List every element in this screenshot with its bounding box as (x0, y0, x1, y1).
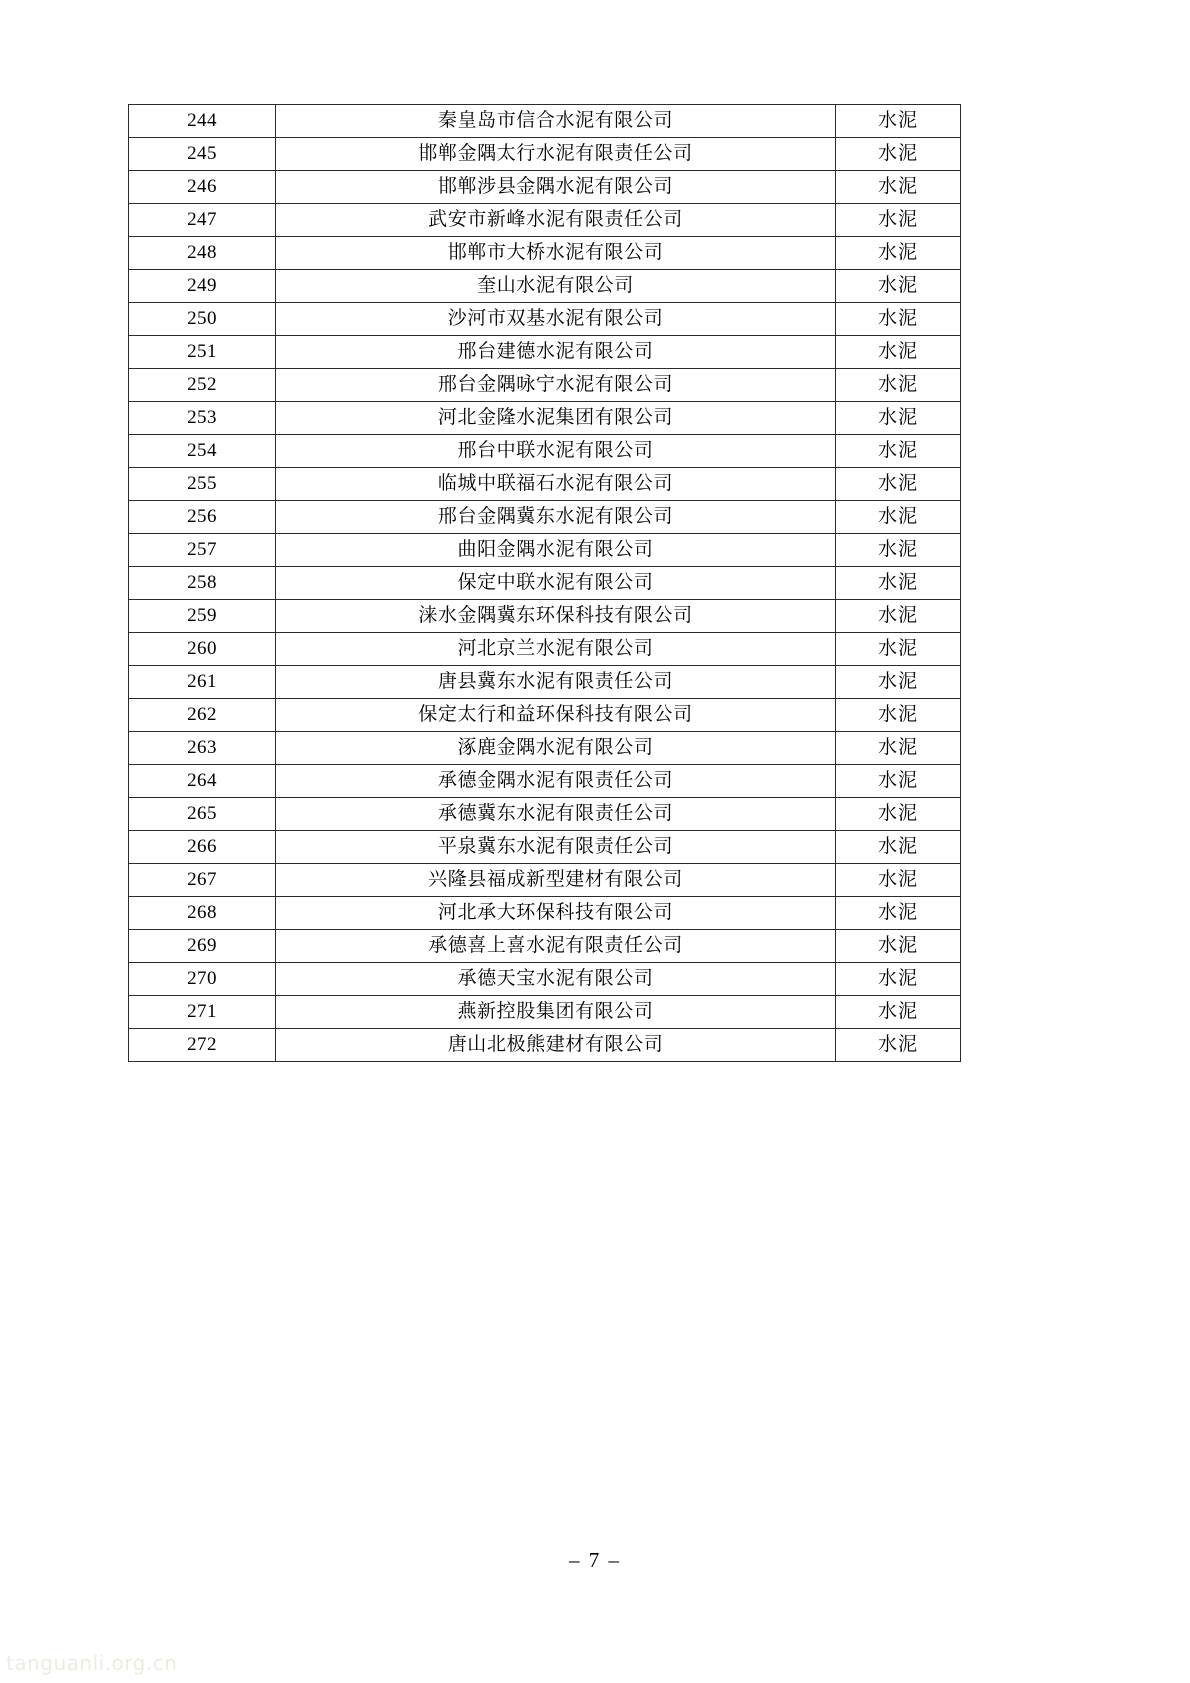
row-index-cell: 246 (129, 171, 276, 204)
row-index-cell: 249 (129, 270, 276, 303)
enterprise-name-cell: 秦皇岛市信合水泥有限公司 (276, 105, 836, 138)
row-index-cell: 254 (129, 435, 276, 468)
row-index-cell: 259 (129, 600, 276, 633)
enterprise-name-cell: 承德天宝水泥有限公司 (276, 963, 836, 996)
table-row (129, 732, 961, 765)
enterprise-name-cell: 邢台中联水泥有限公司 (276, 435, 836, 468)
industry-category-cell: 水泥 (836, 996, 961, 1029)
industry-category-cell: 水泥 (836, 534, 961, 567)
row-index-cell: 263 (129, 732, 276, 765)
table-row (129, 237, 961, 270)
row-index-cell: 268 (129, 897, 276, 930)
enterprise-name-cell: 涞水金隅冀东环保科技有限公司 (276, 600, 836, 633)
table-row (129, 897, 961, 930)
row-index-cell: 258 (129, 567, 276, 600)
enterprise-name-cell: 承德喜上喜水泥有限责任公司 (276, 930, 836, 963)
row-index-cell: 247 (129, 204, 276, 237)
row-index-cell: 256 (129, 501, 276, 534)
row-index-cell: 252 (129, 369, 276, 402)
table-row (129, 864, 961, 897)
table-row (129, 468, 961, 501)
enterprise-name-cell: 平泉冀东水泥有限责任公司 (276, 831, 836, 864)
table-row (129, 369, 961, 402)
enterprise-name-cell: 临城中联福石水泥有限公司 (276, 468, 836, 501)
table-row (129, 831, 961, 864)
table-row (129, 402, 961, 435)
industry-category-cell: 水泥 (836, 864, 961, 897)
industry-category-cell: 水泥 (836, 171, 961, 204)
enterprise-name-cell: 邢台金隅冀东水泥有限公司 (276, 501, 836, 534)
enterprise-name-cell: 河北金隆水泥集团有限公司 (276, 402, 836, 435)
table-row (129, 303, 961, 336)
enterprise-name-cell: 唐山北极熊建材有限公司 (276, 1029, 836, 1062)
row-index-cell: 266 (129, 831, 276, 864)
row-index-cell: 272 (129, 1029, 276, 1062)
table-row (129, 435, 961, 468)
enterprise-name-cell: 承德金隅水泥有限责任公司 (276, 765, 836, 798)
enterprise-listing-table-wrapper (128, 104, 960, 1062)
industry-category-cell: 水泥 (836, 831, 961, 864)
industry-category-cell: 水泥 (836, 105, 961, 138)
industry-category-cell: 水泥 (836, 435, 961, 468)
industry-category-cell: 水泥 (836, 270, 961, 303)
enterprise-name-cell: 涿鹿金隅水泥有限公司 (276, 732, 836, 765)
industry-category-cell: 水泥 (836, 1029, 961, 1062)
enterprise-name-cell: 唐县冀东水泥有限责任公司 (276, 666, 836, 699)
row-index-cell: 271 (129, 996, 276, 1029)
industry-category-cell: 水泥 (836, 633, 961, 666)
row-index-cell: 255 (129, 468, 276, 501)
industry-category-cell: 水泥 (836, 501, 961, 534)
row-index-cell: 248 (129, 237, 276, 270)
industry-category-cell: 水泥 (836, 666, 961, 699)
industry-category-cell: 水泥 (836, 798, 961, 831)
row-index-cell: 245 (129, 138, 276, 171)
enterprise-name-cell: 保定太行和益环保科技有限公司 (276, 699, 836, 732)
row-index-cell: 250 (129, 303, 276, 336)
table-row (129, 666, 961, 699)
industry-category-cell: 水泥 (836, 138, 961, 171)
table-row (129, 567, 961, 600)
table-row (129, 600, 961, 633)
industry-category-cell: 水泥 (836, 732, 961, 765)
row-index-cell: 265 (129, 798, 276, 831)
industry-category-cell: 水泥 (836, 237, 961, 270)
row-index-cell: 264 (129, 765, 276, 798)
site-watermark: tanguanli.org.cn (6, 1651, 178, 1675)
table-row (129, 171, 961, 204)
industry-category-cell: 水泥 (836, 699, 961, 732)
enterprise-name-cell: 邯郸金隅太行水泥有限责任公司 (276, 138, 836, 171)
industry-category-cell: 水泥 (836, 963, 961, 996)
enterprise-name-cell: 河北承大环保科技有限公司 (276, 897, 836, 930)
row-index-cell: 270 (129, 963, 276, 996)
enterprise-name-cell: 邯郸市大桥水泥有限公司 (276, 237, 836, 270)
enterprise-name-cell: 曲阳金隅水泥有限公司 (276, 534, 836, 567)
enterprise-name-cell: 保定中联水泥有限公司 (276, 567, 836, 600)
enterprise-name-cell: 邢台金隅咏宁水泥有限公司 (276, 369, 836, 402)
enterprise-name-cell: 承德冀东水泥有限责任公司 (276, 798, 836, 831)
table-row (129, 534, 961, 567)
industry-category-cell: 水泥 (836, 369, 961, 402)
row-index-cell: 262 (129, 699, 276, 732)
enterprise-name-cell: 沙河市双基水泥有限公司 (276, 303, 836, 336)
industry-category-cell: 水泥 (836, 402, 961, 435)
table-row (129, 138, 961, 171)
table-row (129, 633, 961, 666)
industry-category-cell: 水泥 (836, 600, 961, 633)
row-index-cell: 269 (129, 930, 276, 963)
table-row (129, 963, 961, 996)
page-number: – 7 – (569, 1548, 621, 1572)
enterprise-name-cell: 武安市新峰水泥有限责任公司 (276, 204, 836, 237)
table-row (129, 105, 961, 138)
industry-category-cell: 水泥 (836, 468, 961, 501)
industry-category-cell: 水泥 (836, 930, 961, 963)
industry-category-cell: 水泥 (836, 567, 961, 600)
enterprise-listing-table (128, 104, 961, 1062)
table-row (129, 930, 961, 963)
table-row (129, 336, 961, 369)
row-index-cell: 251 (129, 336, 276, 369)
table-row (129, 270, 961, 303)
enterprise-name-cell: 邢台建德水泥有限公司 (276, 336, 836, 369)
row-index-cell: 267 (129, 864, 276, 897)
table-row (129, 798, 961, 831)
enterprise-name-cell: 兴隆县福成新型建材有限公司 (276, 864, 836, 897)
industry-category-cell: 水泥 (836, 204, 961, 237)
row-index-cell: 253 (129, 402, 276, 435)
industry-category-cell: 水泥 (836, 765, 961, 798)
industry-category-cell: 水泥 (836, 336, 961, 369)
row-index-cell: 260 (129, 633, 276, 666)
enterprise-name-cell: 燕新控股集团有限公司 (276, 996, 836, 1029)
industry-category-cell: 水泥 (836, 303, 961, 336)
table-row (129, 501, 961, 534)
enterprise-name-cell: 邯郸涉县金隅水泥有限公司 (276, 171, 836, 204)
industry-category-cell: 水泥 (836, 897, 961, 930)
row-index-cell: 244 (129, 105, 276, 138)
table-row (129, 1029, 961, 1062)
enterprise-name-cell: 河北京兰水泥有限公司 (276, 633, 836, 666)
table-row (129, 765, 961, 798)
row-index-cell: 257 (129, 534, 276, 567)
table-row (129, 204, 961, 237)
enterprise-name-cell: 奎山水泥有限公司 (276, 270, 836, 303)
table-row (129, 996, 961, 1029)
table-body (129, 105, 961, 1062)
row-index-cell: 261 (129, 666, 276, 699)
table-row (129, 699, 961, 732)
